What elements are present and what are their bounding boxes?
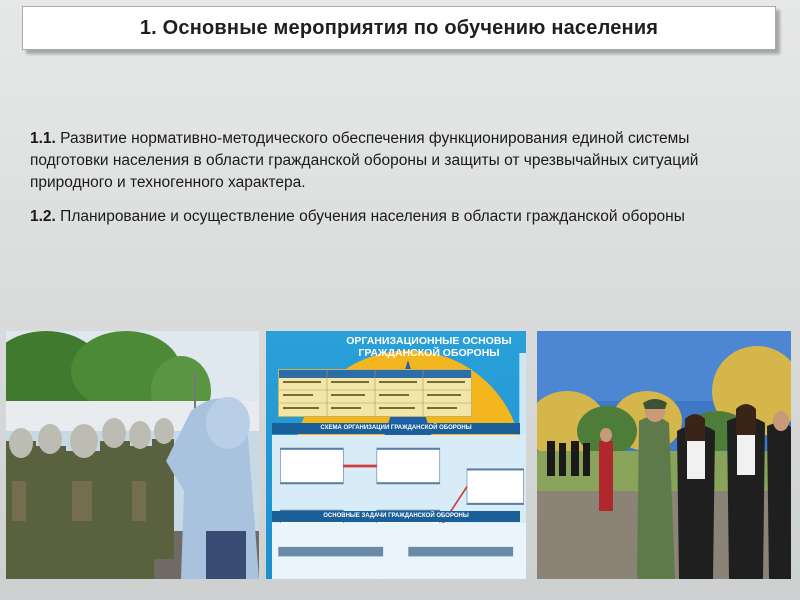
slide-title-box bbox=[22, 6, 776, 50]
photo-gas-mask-image bbox=[6, 331, 259, 579]
paragraph-1 bbox=[30, 128, 760, 194]
poster-section-tasks: ОСНОВНЫЕ ЗАДАЧИ ГРАЖДАНСКОЙ ОБОРОНЫ bbox=[272, 511, 520, 522]
paragraph-2-number: 1.2. bbox=[30, 208, 56, 225]
photo-civil-defense-poster bbox=[266, 331, 526, 579]
paragraph-1-number: 1.1. bbox=[30, 130, 56, 147]
photo-gas-mask-training bbox=[6, 331, 259, 579]
photo-students-outdoor-class bbox=[537, 331, 791, 579]
paragraph-2 bbox=[30, 206, 760, 228]
poster-tasks-list bbox=[272, 523, 526, 579]
poster-section-scheme: СХЕМА ОРГАНИЗАЦИИ ГРАЖДАНСКОЙ ОБОРОНЫ bbox=[272, 423, 520, 434]
slide-body bbox=[30, 128, 760, 240]
poster-title-line1: ОРГАНИЗАЦИОННЫЕ ОСНОВЫ bbox=[346, 335, 512, 347]
poster-table-grid bbox=[279, 370, 471, 416]
photo-students-image bbox=[537, 331, 791, 579]
poster-title-line2: ГРАЖДАНСКОЙ ОБОРОНЫ bbox=[358, 347, 500, 359]
poster-table bbox=[278, 369, 472, 417]
paragraph-2-text: Планирование и осуществление обучения населения в области гражданской обороны bbox=[60, 208, 685, 225]
paragraph-1-text: Развитие нормативно-методического обеспечения функционирования единой системы подготовки населения в области гражданской обороны и защиты от чрезвычайных ситуаций природного и техногенного характера. bbox=[30, 130, 699, 191]
slide-title: 1. Основные мероприятия по обучению населения bbox=[139, 16, 659, 39]
